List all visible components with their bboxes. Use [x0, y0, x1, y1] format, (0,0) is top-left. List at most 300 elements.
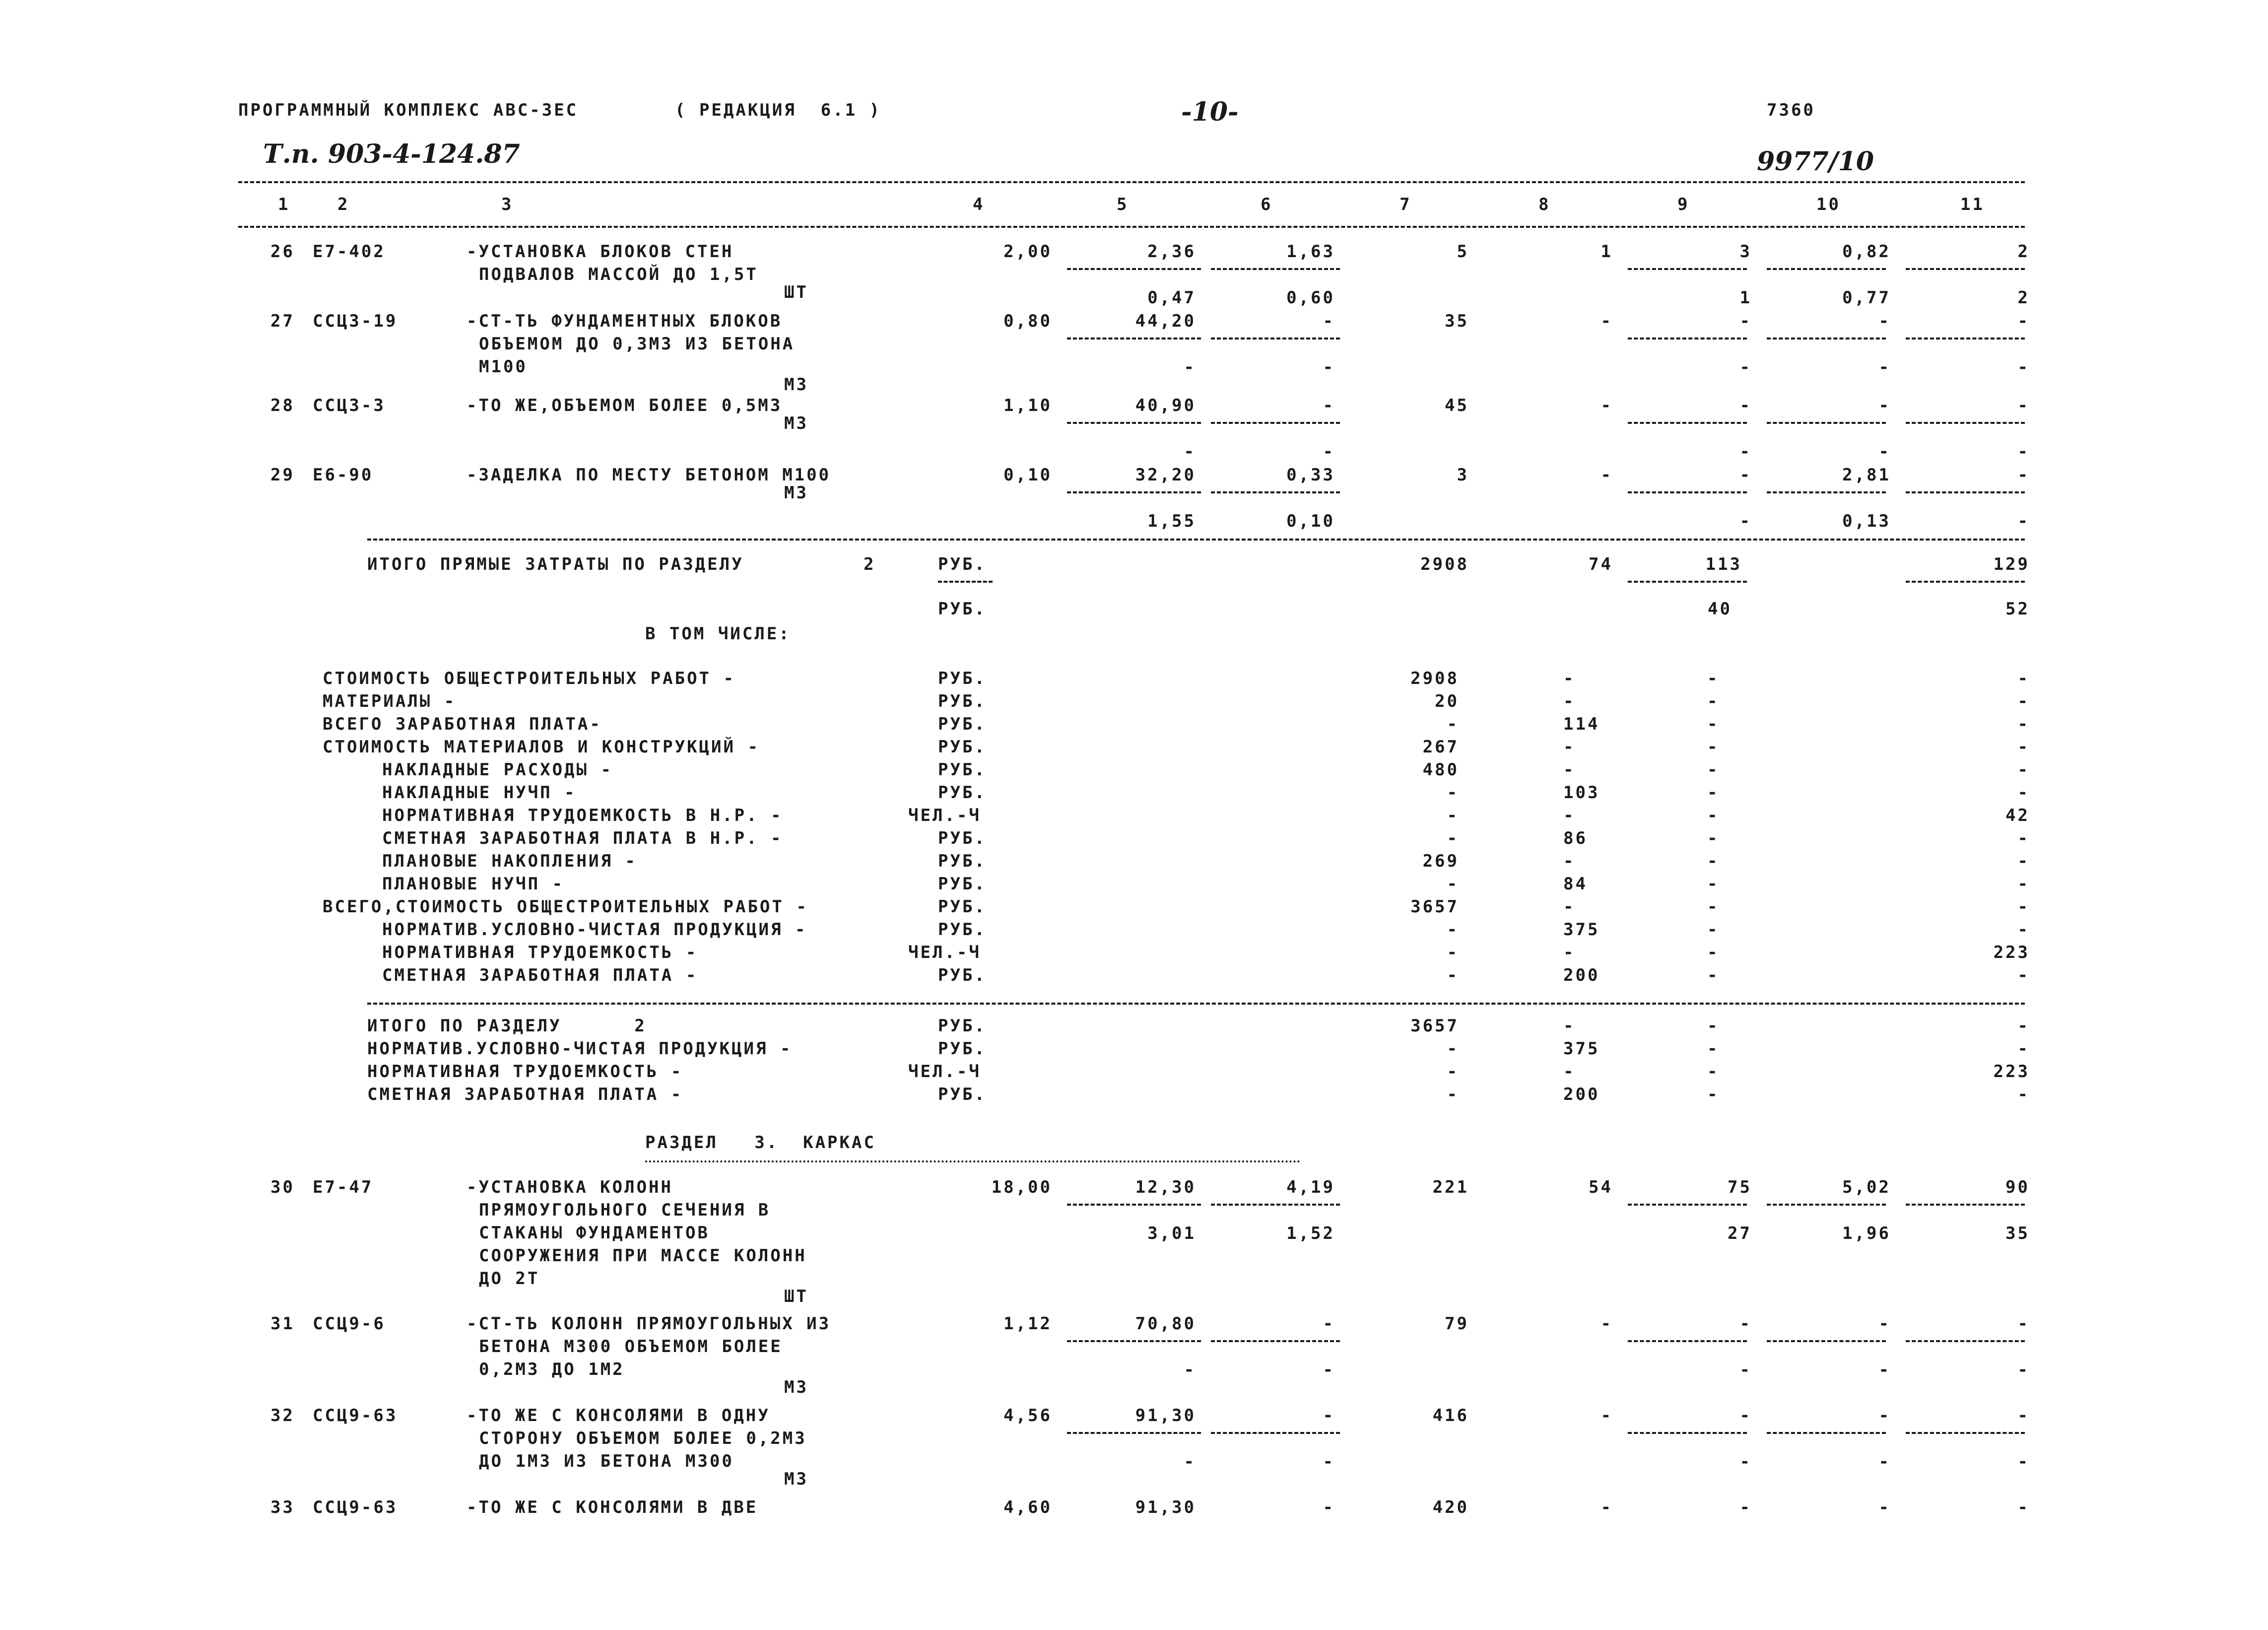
total-c9: 113: [1705, 554, 1742, 574]
breakdown-c9: -: [1707, 920, 1720, 940]
cell-c5b: -: [1184, 1360, 1196, 1380]
breakdown-c9: -: [1707, 714, 1720, 734]
page-mark: -10-: [1181, 97, 1239, 127]
breakdown-label: ПЛАНОВЫЕ НАКОПЛЕНИЯ -: [382, 851, 637, 871]
dashed-rule: [1628, 268, 1747, 270]
total-c7: 2908: [1420, 554, 1469, 574]
cell-c4: 1,12: [1003, 1314, 1052, 1334]
dashed-rule: [1628, 422, 1747, 424]
section-total-number: 2: [864, 554, 876, 574]
column-number-9: 9: [1677, 195, 1690, 214]
dashed-rule: [238, 181, 2025, 183]
cell-c6b: -: [1323, 357, 1335, 377]
dashed-rule: [1906, 338, 2025, 340]
cell-c8: -: [1601, 1406, 1613, 1426]
cell-c5: 40,90: [1135, 396, 1196, 415]
summary-c9: -: [1707, 1062, 1720, 1082]
cell-c7: 35: [1445, 311, 1469, 331]
cell-c10b: 0,13: [1842, 511, 1891, 531]
cell-c8: -: [1601, 396, 1613, 415]
summary-c11: -: [2017, 1039, 2030, 1059]
cell-c4: 4,60: [1003, 1497, 1052, 1517]
dashed-rule: [1211, 1340, 1340, 1342]
cell-c10: 0,82: [1842, 242, 1891, 262]
dashed-rule: [1767, 1340, 1886, 1342]
cell-c8: -: [1601, 465, 1613, 485]
cell-c5: 2,36: [1147, 242, 1196, 262]
breakdown-c9: -: [1707, 760, 1720, 780]
summary-unit: РУБ.: [938, 1016, 987, 1036]
cell-c11: 2: [2017, 242, 2030, 262]
breakdown-c7: 2908: [1410, 669, 1459, 688]
breakdown-c8: -: [1563, 737, 1576, 757]
cell-c9: -: [1739, 396, 1752, 415]
cell-c5: 44,20: [1135, 311, 1196, 331]
summary-label: НОРМАТИВ.УСЛОВНО-ЧИСТАЯ ПРОДУКЦИЯ -: [367, 1039, 793, 1059]
column-number-5: 5: [1117, 195, 1129, 214]
breakdown-c9: -: [1707, 851, 1720, 871]
row-number: 27: [270, 311, 295, 331]
rate-code: Е6-90: [313, 465, 374, 485]
cell-c5: 70,80: [1135, 1314, 1196, 1334]
cell-c10: -: [1878, 1406, 1891, 1426]
row-number: 29: [270, 465, 295, 485]
cell-c5: 32,20: [1135, 465, 1196, 485]
cell-c5b: 0,47: [1147, 288, 1196, 308]
cell-c10: -: [1878, 1497, 1891, 1517]
breakdown-label: СМЕТНАЯ ЗАРАБОТНАЯ ПЛАТА -: [382, 965, 698, 985]
breakdown-c7: -: [1447, 714, 1459, 734]
dashed-rule: [1767, 422, 1886, 424]
breakdown-label: НАКЛАДНЫЕ РАСХОДЫ -: [382, 760, 613, 780]
cell-c5b: 3,01: [1147, 1223, 1196, 1243]
dashed-rule: [1767, 491, 1886, 493]
row-number: 30: [270, 1177, 295, 1197]
breakdown-c7: 3657: [1410, 897, 1459, 917]
item-description: -ТО ЖЕ,ОБЪЕМОМ БОЛЕЕ 0,5М3: [467, 396, 783, 415]
breakdown-c11: 42: [2005, 806, 2030, 825]
breakdown-c7: -: [1447, 783, 1459, 803]
total-c11: 129: [1993, 554, 2030, 574]
item-description: СТОРОНУ ОБЪЕМОМ БОЛЕЕ 0,2М3: [479, 1428, 807, 1448]
code-number: 7360: [1767, 100, 1815, 120]
cell-c8: -: [1601, 1314, 1613, 1334]
breakdown-c7: 269: [1422, 851, 1459, 871]
cell-c10: -: [1878, 1314, 1891, 1334]
breakdown-label: НОРМАТИВНАЯ ТРУДОЕМКОСТЬ -: [382, 943, 698, 962]
cell-c10b: -: [1878, 442, 1891, 462]
cell-c9b: -: [1739, 357, 1752, 377]
summary-c7: -: [1447, 1085, 1459, 1104]
breakdown-c7: 20: [1435, 691, 1459, 711]
cell-c7: 416: [1432, 1406, 1469, 1426]
breakdown-unit: РУБ.: [938, 897, 987, 917]
breakdown-c8: 86: [1563, 828, 1588, 848]
breakdown-c11: -: [2017, 851, 2030, 871]
section-total-label: ИТОГО ПРЯМЫЕ ЗАТРАТЫ ПО РАЗДЕЛУ: [367, 554, 744, 574]
project-number: Т.п. 903-4-124.87: [263, 139, 520, 169]
item-description: -СТ-ТЬ ФУНДАМЕНТНЫХ БЛОКОВ: [467, 311, 783, 331]
dashed-rule: [1767, 338, 1886, 340]
item-description: М100: [479, 357, 528, 377]
breakdown-unit: РУБ.: [938, 669, 987, 688]
breakdown-unit: РУБ.: [938, 965, 987, 985]
breakdown-c8: 103: [1563, 783, 1600, 803]
rate-code: ССЦ3-19: [313, 311, 398, 331]
cell-c9b: -: [1739, 442, 1752, 462]
cell-c10b: 0,77: [1842, 288, 1891, 308]
total-c8: 74: [1589, 554, 1613, 574]
breakdown-c11: -: [2017, 669, 2030, 688]
breakdown-c11: 223: [1993, 943, 2030, 962]
cell-c7: 45: [1445, 396, 1469, 415]
breakdown-unit: РУБ.: [938, 714, 987, 734]
dashed-rule: [1628, 491, 1747, 493]
cell-c5: 91,30: [1135, 1497, 1196, 1517]
item-description: -СТ-ТЬ КОЛОНН ПРЯМОУГОЛЬНЫХ ИЗ: [467, 1314, 831, 1334]
dashed-rule: [1067, 268, 1201, 270]
cell-c10b: 1,96: [1842, 1223, 1891, 1243]
dashed-rule: [367, 539, 2025, 541]
column-number-10: 10: [1816, 195, 1841, 214]
summary-c11: -: [2017, 1016, 2030, 1036]
cell-c9: 75: [1728, 1177, 1752, 1197]
cell-c5b: 1,55: [1147, 511, 1196, 531]
summary-c7: -: [1447, 1039, 1459, 1059]
breakdown-label: СТОИМОСТЬ ОБЩЕСТРОИТЕЛЬНЫХ РАБОТ -: [323, 669, 735, 688]
dashed-rule: [1906, 422, 2025, 424]
dashed-rule: [238, 226, 2025, 228]
item-description: -ЗАДЕЛКА ПО МЕСТУ БЕТОНОМ М100: [467, 465, 831, 485]
item-description: -ТО ЖЕ С КОНСОЛЯМИ В ДВЕ: [467, 1497, 758, 1517]
cell-c4: 18,00: [991, 1177, 1052, 1197]
cell-c6b: 0,60: [1286, 288, 1335, 308]
cell-c5b: -: [1184, 442, 1196, 462]
cell-c11b: 2: [2017, 288, 2030, 308]
cell-c5: 12,30: [1135, 1177, 1196, 1197]
breakdown-c9: -: [1707, 943, 1720, 962]
cell-c7: 5: [1457, 242, 1469, 262]
breakdown-c8: -: [1563, 760, 1576, 780]
summary-label: ИТОГО ПО РАЗДЕЛУ 2: [367, 1016, 647, 1036]
cell-c9: -: [1739, 1497, 1752, 1517]
unit-label: М3: [784, 483, 808, 503]
dashed-rule: [1767, 1432, 1886, 1434]
breakdown-c7: -: [1447, 828, 1459, 848]
dashed-rule: [1906, 1432, 2025, 1434]
breakdown-c11: -: [2017, 965, 2030, 985]
dashed-rule: [1906, 581, 2025, 583]
breakdown-c9: -: [1707, 874, 1720, 894]
breakdown-c11: -: [2017, 714, 2030, 734]
total-c11b: 52: [2005, 599, 2030, 619]
breakdown-c7: -: [1447, 874, 1459, 894]
cell-c9: -: [1739, 1406, 1752, 1426]
breakdown-c8: -: [1563, 943, 1576, 962]
unit-label: М3: [784, 1377, 808, 1397]
column-number-3: 3: [501, 195, 514, 214]
breakdown-unit: РУБ.: [938, 783, 987, 803]
breakdown-c11: -: [2017, 920, 2030, 940]
summary-c9: -: [1707, 1039, 1720, 1059]
breakdown-c8: -: [1563, 806, 1576, 825]
cell-c9b: 27: [1728, 1223, 1752, 1243]
breakdown-c11: -: [2017, 783, 2030, 803]
cell-c10: -: [1878, 311, 1891, 331]
edition: ( РЕДАКЦИЯ 6.1 ): [675, 100, 881, 120]
breakdown-label: НОРМАТИВНАЯ ТРУДОЕМКОСТЬ В Н.Р. -: [382, 806, 783, 825]
breakdown-label: ПЛАНОВЫЕ НУЧП -: [382, 874, 565, 894]
cell-c9: -: [1739, 465, 1752, 485]
row-number: 33: [270, 1497, 295, 1517]
breakdown-c9: -: [1707, 828, 1720, 848]
breakdown-c8: 84: [1563, 874, 1588, 894]
dashed-rule: [1767, 1204, 1886, 1206]
section-3-title: РАЗДЕЛ 3. КАРКАС: [645, 1133, 876, 1153]
cell-c4: 0,10: [1003, 465, 1052, 485]
breakdown-unit: РУБ.: [938, 874, 987, 894]
breakdown-unit: РУБ.: [938, 691, 987, 711]
cell-c8: 54: [1589, 1177, 1613, 1197]
row-number: 32: [270, 1406, 295, 1426]
cell-c8: -: [1601, 1497, 1613, 1517]
breakdown-label: ВСЕГО,СТОИМОСТЬ ОБЩЕСТРОИТЕЛЬНЫХ РАБОТ -: [323, 897, 808, 917]
summary-c11: 223: [1993, 1062, 2030, 1082]
dashed-rule: [1067, 1340, 1201, 1342]
item-description: -ТО ЖЕ С КОНСОЛЯМИ В ОДНУ: [467, 1406, 770, 1426]
breakdown-c8: 200: [1563, 965, 1600, 985]
summary-label: СМЕТНАЯ ЗАРАБОТНАЯ ПЛАТА -: [367, 1085, 683, 1104]
unit-label: ШТ: [784, 282, 808, 302]
breakdown-unit: РУБ.: [938, 828, 987, 848]
cell-c11b: -: [2017, 1452, 2030, 1472]
breakdown-unit: РУБ.: [938, 760, 987, 780]
row-number: 26: [270, 242, 295, 262]
section-total-unit-2: РУБ.: [938, 599, 987, 619]
breakdown-c7: 267: [1422, 737, 1459, 757]
item-description: ПОДВАЛОВ МАССОЙ ДО 1,5Т: [479, 265, 758, 284]
breakdown-c8: -: [1563, 691, 1576, 711]
row-number: 28: [270, 396, 295, 415]
dashed-rule: [1628, 338, 1747, 340]
breakdown-c9: -: [1707, 783, 1720, 803]
dashed-rule: [1906, 1340, 2025, 1342]
item-description: БЕТОНА М300 ОБЪЕМОМ БОЛЕЕ: [479, 1337, 783, 1357]
dashed-rule: [367, 1003, 2025, 1005]
summary-c8: -: [1563, 1016, 1576, 1036]
item-description: 0,2М3 ДО 1М2: [479, 1359, 625, 1379]
breakdown-label: ВСЕГО ЗАРАБОТНАЯ ПЛАТА-: [323, 714, 602, 734]
summary-c11: -: [2017, 1085, 2030, 1104]
dashed-rule: [1628, 581, 1747, 583]
cell-c11: -: [2017, 465, 2030, 485]
item-description: -УСТАНОВКА БЛОКОВ СТЕН: [467, 242, 734, 262]
column-number-8: 8: [1538, 195, 1551, 214]
dashed-rule: [1067, 1204, 1201, 1206]
dashed-rule: [1211, 1204, 1340, 1206]
breakdown-unit: ЧЕЛ.-Ч: [908, 806, 981, 825]
cell-c10b: -: [1878, 1360, 1891, 1380]
cell-c6b: 0,10: [1286, 511, 1335, 531]
cell-c5b: -: [1184, 1452, 1196, 1472]
cell-c10b: -: [1878, 357, 1891, 377]
cell-c9: -: [1739, 1314, 1752, 1334]
dashed-rule: [1211, 338, 1340, 340]
cell-c10: -: [1878, 396, 1891, 415]
rate-code: Е7-402: [313, 242, 386, 262]
summary-unit: РУБ.: [938, 1039, 987, 1059]
cell-c5: 91,30: [1135, 1406, 1196, 1426]
summary-c7: 3657: [1410, 1016, 1459, 1036]
dashed-rule: [1906, 1204, 2025, 1206]
cell-c7: 420: [1432, 1497, 1469, 1517]
cell-c11: -: [2017, 1497, 2030, 1517]
summary-c9: -: [1707, 1016, 1720, 1036]
cell-c11b: -: [2017, 442, 2030, 462]
column-number-1: 1: [278, 195, 290, 214]
cell-c6b: -: [1323, 1360, 1335, 1380]
item-description: ДО 2Т: [479, 1269, 540, 1289]
dashed-rule: [1067, 422, 1201, 424]
dashed-rule: [645, 1160, 1300, 1162]
item-description: ДО 1М3 ИЗ БЕТОНА М300: [479, 1451, 734, 1471]
breakdown-c9: -: [1707, 806, 1720, 825]
cell-c9b: -: [1739, 1452, 1752, 1472]
summary-c7: -: [1447, 1062, 1459, 1082]
cell-c11b: -: [2017, 1360, 2030, 1380]
column-number-7: 7: [1400, 195, 1412, 214]
item-description: СТАКАНЫ ФУНДАМЕНТОВ: [479, 1223, 710, 1243]
breakdown-c9: -: [1707, 897, 1720, 917]
breakdown-c9: -: [1707, 691, 1720, 711]
cell-c6: 0,33: [1286, 465, 1335, 485]
breakdown-c8: -: [1563, 897, 1576, 917]
column-number-4: 4: [973, 195, 985, 214]
cell-c6: -: [1323, 1406, 1335, 1426]
column-number-6: 6: [1261, 195, 1273, 214]
breakdown-c8: 375: [1563, 920, 1600, 940]
cell-c9b: -: [1739, 511, 1752, 531]
cell-c6: 4,19: [1286, 1177, 1335, 1197]
dashed-rule: [1767, 268, 1886, 270]
column-number-11: 11: [1960, 195, 1985, 214]
cell-c6: 1,63: [1286, 242, 1335, 262]
cell-c4: 1,10: [1003, 396, 1052, 415]
cell-c6: -: [1323, 1314, 1335, 1334]
breakdown-c9: -: [1707, 965, 1720, 985]
cell-c4: 0,80: [1003, 311, 1052, 331]
unit-label: ШТ: [784, 1287, 808, 1306]
cell-c4: 2,00: [1003, 242, 1052, 262]
breakdown-c11: -: [2017, 737, 2030, 757]
dashed-rule: [938, 581, 993, 583]
breakdown-unit: РУБ.: [938, 920, 987, 940]
cell-c11: -: [2017, 1406, 2030, 1426]
cell-c11: -: [2017, 311, 2030, 331]
breakdown-c9: -: [1707, 669, 1720, 688]
cell-c11b: -: [2017, 357, 2030, 377]
rate-code: ССЦ9-63: [313, 1497, 398, 1517]
rate-code: ССЦ9-6: [313, 1314, 386, 1334]
breakdown-c7: -: [1447, 806, 1459, 825]
cell-c11b: 35: [2005, 1223, 2030, 1243]
dashed-rule: [1211, 268, 1340, 270]
item-description: ПРЯМОУГОЛЬНОГО СЕЧЕНИЯ В: [479, 1200, 771, 1220]
cell-c4: 4,56: [1003, 1406, 1052, 1426]
breakdown-c8: -: [1563, 669, 1576, 688]
cell-c7: 3: [1457, 465, 1469, 485]
breakdown-c11: -: [2017, 897, 2030, 917]
dashed-rule: [1628, 1340, 1747, 1342]
row-number: 31: [270, 1314, 295, 1334]
cell-c6b: 1,52: [1286, 1223, 1335, 1243]
breakdown-label: НОРМАТИВ.УСЛОВНО-ЧИСТАЯ ПРОДУКЦИЯ -: [382, 920, 807, 940]
cell-c5b: -: [1184, 357, 1196, 377]
summary-c8: 375: [1563, 1039, 1600, 1059]
unit-label: М3: [784, 413, 808, 433]
cell-c9: -: [1739, 311, 1752, 331]
breakdown-c11: -: [2017, 691, 2030, 711]
summary-c8: -: [1563, 1062, 1576, 1082]
column-number-2: 2: [337, 195, 350, 214]
cell-c6b: -: [1323, 1452, 1335, 1472]
dashed-rule: [1906, 491, 2025, 493]
cell-c10: 2,81: [1842, 465, 1891, 485]
cell-c9b: 1: [1739, 288, 1752, 308]
breakdown-c8: -: [1563, 851, 1576, 871]
unit-label: М3: [784, 1469, 808, 1489]
unit-label: М3: [784, 375, 808, 395]
total-c9b: 40: [1708, 599, 1732, 619]
cell-c9: 3: [1739, 242, 1752, 262]
summary-unit: РУБ.: [938, 1085, 987, 1104]
rate-code: Е7-47: [313, 1177, 374, 1197]
breakdown-unit: РУБ.: [938, 737, 987, 757]
cell-c6: -: [1323, 1497, 1335, 1517]
cell-c10: 5,02: [1842, 1177, 1891, 1197]
cell-c7: 79: [1445, 1314, 1469, 1334]
cell-c6: -: [1323, 311, 1335, 331]
sheet-reference: 9977/10: [1757, 146, 1874, 177]
dashed-rule: [1211, 491, 1340, 493]
summary-label: НОРМАТИВНАЯ ТРУДОЕМКОСТЬ -: [367, 1062, 683, 1082]
summary-c9: -: [1707, 1085, 1720, 1104]
dashed-rule: [1211, 422, 1340, 424]
rate-code: ССЦ3-3: [313, 396, 386, 415]
cell-c9b: -: [1739, 1360, 1752, 1380]
dashed-rule: [1628, 1204, 1747, 1206]
cell-c10b: -: [1878, 1452, 1891, 1472]
breakdown-label: НАКЛАДНЫЕ НУЧП -: [382, 783, 577, 803]
item-description: -УСТАНОВКА КОЛОНН: [467, 1177, 673, 1197]
rate-code: ССЦ9-63: [313, 1406, 398, 1426]
dashed-rule: [1067, 1432, 1201, 1434]
breakdown-label: СТОИМОСТЬ МАТЕРИАЛОВ И КОНСТРУКЦИЙ -: [323, 737, 760, 757]
cell-c8: 1: [1601, 242, 1613, 262]
item-description: ОБЪЕМОМ ДО 0,3М3 ИЗ БЕТОНА: [479, 334, 795, 354]
cell-c8: -: [1601, 311, 1613, 331]
breakdown-c9: -: [1707, 737, 1720, 757]
summary-unit: ЧЕЛ.-Ч: [908, 1062, 981, 1082]
breakdown-c8: 114: [1563, 714, 1600, 734]
breakdown-c11: -: [2017, 874, 2030, 894]
dashed-rule: [1067, 491, 1201, 493]
breakdown-label: СМЕТНАЯ ЗАРАБОТНАЯ ПЛАТА В Н.Р. -: [382, 828, 783, 848]
breakdown-c7: -: [1447, 920, 1459, 940]
cell-c11: -: [2017, 1314, 2030, 1334]
section-total-unit: РУБ.: [938, 554, 987, 574]
breakdown-c7: -: [1447, 965, 1459, 985]
